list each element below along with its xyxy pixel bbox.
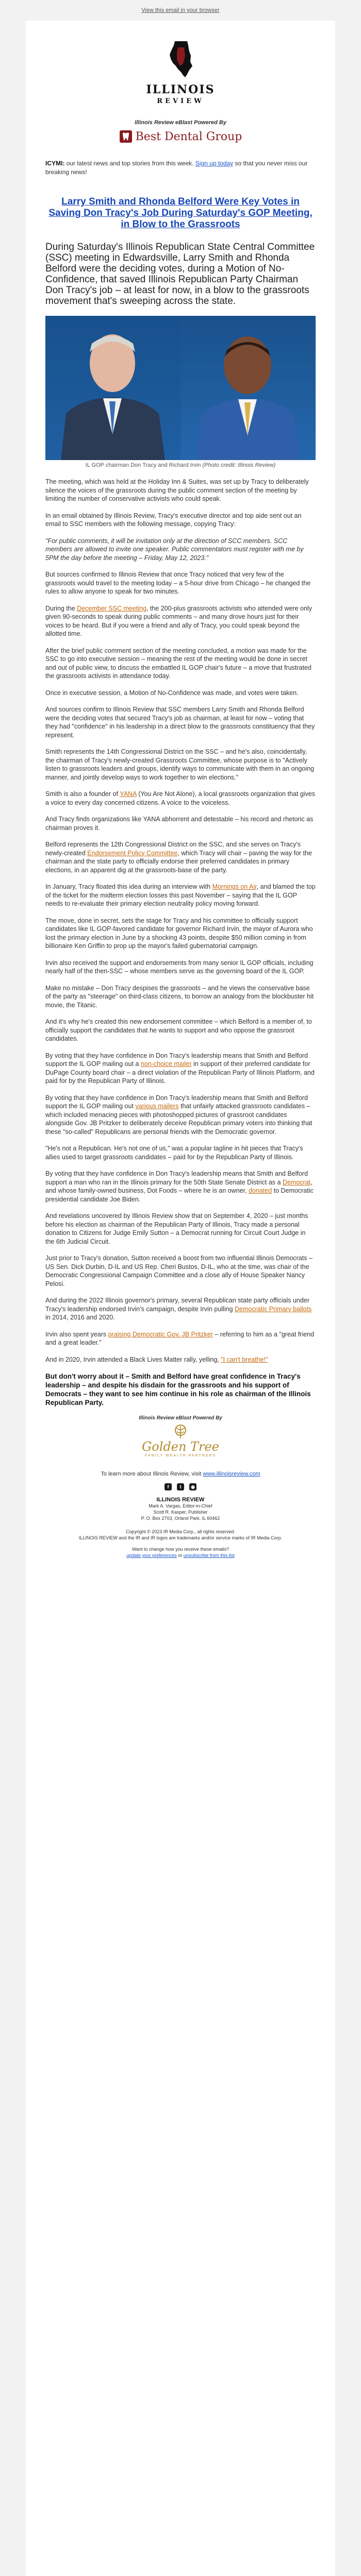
caption-credit: (Photo credit: Illinois Review) xyxy=(202,462,276,468)
text: in 2014, 2016 and 2020. xyxy=(45,1314,115,1321)
learn-more xyxy=(26,1471,335,1477)
email-card xyxy=(26,21,335,2576)
text: Irvin also spent years xyxy=(45,1330,108,1338)
logo-subtitle: REVIEW xyxy=(157,97,204,105)
text: , and blamed the top of the ticket for the midterm election losses this past November – saying that the IL GOP needs to re-evaluate their primary election neutrality policy moving forward. xyxy=(45,883,316,907)
learn-text: To learn more about Illinois Review, visit xyxy=(101,1471,203,1477)
non-choice-mailer-link[interactable]: non-choice mailer xyxy=(140,1060,192,1067)
tree-icon xyxy=(170,1424,191,1439)
text: or xyxy=(176,1553,184,1558)
various-mailers-link[interactable]: various mailers xyxy=(135,1103,179,1110)
social-icons xyxy=(26,1483,335,1490)
paragraph xyxy=(45,1355,316,1364)
sponsor-name: Best Dental Group xyxy=(135,130,242,143)
illinois-review-logo[interactable] xyxy=(26,21,335,105)
paragraph: Just prior to Tracy's donation, Sutton received a boost from two influential Illinois Democrats – US Sen. Dick Durbin, D-IL and US Rep. Cheri Bustos, D-IL, who at the time, was chair of the Democratic Congressional Campaign Committee and a close ally of House Speaker Nancy Pelosi. xyxy=(45,1255,313,1287)
footer-preferences xyxy=(26,1552,335,1558)
text: By voting that they have confidence in Don Tracy's leadership means that Smith and Belford support the IL GOP mailing out a xyxy=(45,1052,308,1067)
text: , the 200-plus grassroots activists who attended were only given 90-seconds to speak during public comments – and many drove hours just for their voices to be heard. But if you were a friend and ally of Tracy, you could speak beyond the allotted time. xyxy=(45,604,312,637)
yana-link[interactable]: YANA xyxy=(120,790,137,798)
golden-tree-logo[interactable] xyxy=(142,1424,219,1458)
logo-title: ILLINOIS xyxy=(146,83,215,96)
twitter-icon[interactable]: t xyxy=(177,1483,184,1490)
paragraph: Once in executive session, a Motion of No-Confidence was made, and votes were taken. xyxy=(45,689,299,697)
paragraph: Make no mistake – Don Tracy despises the grassroots – and he views the conservative base of the party as "steerage" on third-class citizens, to borrow an analogy from the blockbuster hit movie, the Titanic. xyxy=(45,984,314,1009)
text: In January, Tracy floated this idea during an interview with xyxy=(45,883,212,890)
footer-legal: ILLINOIS REVIEW and the IR and IR logos are trademarks and/or service marks of IR Media Corp. xyxy=(78,1535,283,1540)
text: Belford represents the 12th Congressional District on the SSC, and she serves on Tracy's newly-created xyxy=(45,841,301,857)
paragraph: After the brief public comment section of the meeting concluded, a motion was made for the SSC to go into executive session – meaning the rest of the meeting would be done in secret and out of public view, to discuss the embattled IL GOP chair's future – a move that frustrated the grassroots activists in attendance today. xyxy=(45,647,311,680)
article-photo xyxy=(45,316,316,460)
footer-title: ILLINOIS REVIEW xyxy=(156,1497,205,1503)
paragraph: And it's why he's created this new endorsement committee – which Belford is a member of, to officially support the candidates that he wants to support and who oppose the grassroot candidates. xyxy=(45,1018,312,1042)
sponsor-line: Illinois Review eBlast Powered By xyxy=(135,120,226,126)
paragraph xyxy=(45,1052,316,1086)
paragraph xyxy=(45,1170,316,1204)
website-link[interactable]: www.illinoisreview.com xyxy=(203,1471,260,1477)
text: in support of their preferred candidate for DuPage County board chair – a direct violation of the Republican Party of Illinois Platform, and paid for by the Republican Party of Illinois. xyxy=(45,1060,315,1084)
paragraph: And sources confirm to Illinois Review that SSC members Larry Smith and Rhonda Belford were the deciding votes that secured Tracy's job as chairman, at least for now – voting that they had "confidence" in his leadership in a direct blow to the grassroots constituency that they represent. xyxy=(45,706,315,739)
paragraph xyxy=(45,1330,316,1347)
article-body xyxy=(45,478,316,1407)
sign-up-link[interactable]: Sign up today xyxy=(195,160,234,167)
donated-link[interactable]: donated xyxy=(248,1187,272,1194)
sponsor-2-line: Illinois Review eBlast Powered By xyxy=(139,1415,222,1421)
footer-publisher: Scott R. Kasper, Publisher xyxy=(153,1510,208,1515)
paragraph: And Tracy finds organizations like YANA abhorrent and detestable – his record and rhetoric as chairman proves it. xyxy=(45,816,314,832)
icymi-text-1: our latest news and top stories from this week. xyxy=(64,160,195,167)
paragraph: "He's not a Republican. He's not one of us," was a popular tagline in hit pieces that Tracy's allies used to target grassroots candidates – paid for by the Republican Party of Illinois. xyxy=(45,1145,303,1161)
icymi-text-2: so that you never miss our breaking news! xyxy=(45,160,308,176)
view-in-browser-link[interactable]: View this email in your browser xyxy=(141,7,220,13)
paragraph xyxy=(45,1094,316,1137)
text: During the xyxy=(45,604,77,612)
golden-tree-name: Golden Tree xyxy=(142,1439,219,1454)
paragraph xyxy=(45,840,316,874)
text: – referring to him as a "great friend and a great leader." xyxy=(45,1330,315,1346)
paragraph xyxy=(45,790,316,807)
website-icon[interactable]: ◉ xyxy=(189,1483,196,1490)
text: to Democratic presidential candidate Joe Biden. xyxy=(45,1187,314,1203)
article-lede: During Saturday's Illinois Republican State Central Committee (SSC) meeting in Edwardsville, Larry Smith and Rhonda Belford were the deciding votes, during a Motion of No-Confidence, that saved Illinois Republican Party Chairman Don Tracy's job – at least for now, in a blow to the grassroots movement that's sweeping across the state. xyxy=(45,242,315,307)
text: And during the 2022 Illinois governor's primary, several Republican state party officials under Tracy's leadership endorsed Irvin's campaign, despite Irvin pulling xyxy=(45,1297,309,1313)
paragraph: And revelations uncovered by Illinois Review show that on September 4, 2020 – just months before his election as chairman of the Republican Party of Illinois, Tracy made a personal donation to Citizens for Judge Emily Sutton – a Democrat running for Circuit Court Judge in the 6th Judicial Circuit. xyxy=(45,1212,308,1245)
paragraph xyxy=(45,1296,316,1322)
illinois-map-icon xyxy=(162,40,199,81)
icymi-notice xyxy=(26,146,335,177)
text: , and whose family-owned business, Dot Foods – where he is an owner, xyxy=(45,1178,313,1194)
icymi-label: ICYMI: xyxy=(45,160,65,167)
photo-caption xyxy=(45,462,316,468)
mornings-on-air-link[interactable]: Mornings on Air xyxy=(212,883,257,890)
closing-paragraph: But don't worry about it – Smith and Belford have great confidence in Tracy's leadership – and despite his disdain for the grassroots and his support of Democrats – they want to see him continue in his role as chairman of the Illinois Republican Party. xyxy=(45,1372,311,1406)
golden-tree-sub: FAMILY WEALTH PARTNERS xyxy=(144,1454,217,1458)
footer-editor: Mark A. Vargas, Editor-in-Chief xyxy=(149,1503,212,1509)
paragraph: Smith represents the 14th Congressional District on the SSC – and he's also, coincidentally, the chairman of Tracy's newly-created Grassroots Committee, whose purpose is to "Actively listen to grassroots leaders and groups, identify ways to communicate with them in an ongoing manner, and jointly develop ways to work together to win elections." xyxy=(45,748,315,781)
text: And in 2020, Irvin attended a Black Lives Matter rally, yelling, xyxy=(45,1355,221,1363)
footer xyxy=(26,1497,335,1558)
democrat-link[interactable]: Democrat xyxy=(282,1178,311,1186)
paragraph: The meeting, which was held at the Holiday Inn & Suites, was set up by Tracy to deliberately silence the voices of the grassroots during the public comment section of the meeting by limiting the number of conservative activists who could speak. xyxy=(45,478,309,502)
facebook-icon[interactable]: f xyxy=(165,1483,172,1490)
paragraph: In an email obtained by Illinois Review, Tracy's executive director and top aide sent out an email to SSC members with the following message, copying Tracy: xyxy=(45,512,302,528)
paragraph xyxy=(45,604,316,638)
paragraph: The move, done in secret, sets the stage for Tracy and his committee to officially support candidates like IL GOP-favored candidate for governor Richard Irvin, the mayor of Aurora who lost the primary election in June by a shocking 43 points, despite $50 million coming in from billionaire Ken Griffin to prop up the mayor's failed gubernatorial campaign. xyxy=(45,917,313,950)
update-preferences-link[interactable]: update your preferences xyxy=(126,1553,177,1558)
tooth-icon xyxy=(119,130,133,143)
top-bar xyxy=(0,0,361,21)
paragraph: Irvin also received the support and endorsements from many senior IL GOP officials, including nearly half of the then-SSC – whose members serve as the governing board of the IL GOP. xyxy=(45,959,314,975)
unsubscribe-link[interactable]: unsubscribe from this list xyxy=(183,1553,235,1558)
footer-copyright: Copyright © 2023 IR Media Corp., all rights reserved. xyxy=(126,1529,235,1534)
text: By voting that they have confidence in Don Tracy's leadership means that Smith and Belford support the IL GOP mailing out xyxy=(45,1094,308,1110)
text: , which Tracy will chair – paving the way for the chairman and the state party to officially endorse their preferred candidates in primary elections, in an apparent dig at the grassroots-base of the party. xyxy=(45,849,312,874)
text: By voting that they have confidence in Don Tracy's leadership means that Smith and Belford support a man who ran in the Illinois primary for the 50th State Senate District as a xyxy=(45,1170,308,1186)
cant-breathe-link[interactable]: "I can't breathe!" xyxy=(221,1355,268,1363)
quoted-email: "For public comments, it will be invitation only at the direction of SCC members. SCC members are allowed to invite one speaker. Public commentators must register with me by 5PM the day before the meeting – Friday, May 12, 2023." xyxy=(45,537,304,562)
article-headline[interactable]: Larry Smith and Rhonda Belford Were Key Votes in Saving Don Tracy's Job During Saturday's GOP Meeting, in Blow to the Grassroots xyxy=(48,196,313,230)
endorsement-committee-link[interactable]: Endorsement Policy Committee xyxy=(87,849,178,857)
praising-pritzker-link[interactable]: praising Democratic Gov. JB Pritzker xyxy=(108,1330,213,1338)
text: Smith is also a founder of xyxy=(45,790,120,798)
caption-main: IL GOP chairman Don Tracy and Richard Irvin xyxy=(85,462,203,468)
text: that unfairly attacked grassroots candidates – which included menacing pieces with photoshopped pictures of grassroot candidates alongside Gov. JB Pritzker to deliberately deceive Republican primary voters into thinking that these "so-called" Republicans are personal friends with the Democratic governor. xyxy=(45,1103,313,1136)
sponsor-2 xyxy=(26,1415,335,1458)
text: (You Are Not Alone), a local grassroots organization that gives a voice to every day concerned citizens. A voice to the voiceless. xyxy=(45,790,315,806)
footer-address: P. O. Box 2703, Orland Park, IL 60462 xyxy=(141,1516,220,1521)
paragraph xyxy=(45,883,316,908)
paragraph: But sources confirmed to Illinois Review that once Tracy noticed that very few of the grassroots would travel to the meeting today – a 5-hour drive from Chicago – he changed the rules to allow anyone to speak for two minutes. xyxy=(45,571,311,595)
footer-preferences-text: Want to change how you receive these emails? xyxy=(132,1547,229,1552)
best-dental-logo[interactable] xyxy=(26,130,335,146)
december-ssc-link[interactable]: December SSC meeting xyxy=(77,604,146,612)
democratic-ballots-link[interactable]: Democratic Primary ballots xyxy=(235,1305,312,1313)
